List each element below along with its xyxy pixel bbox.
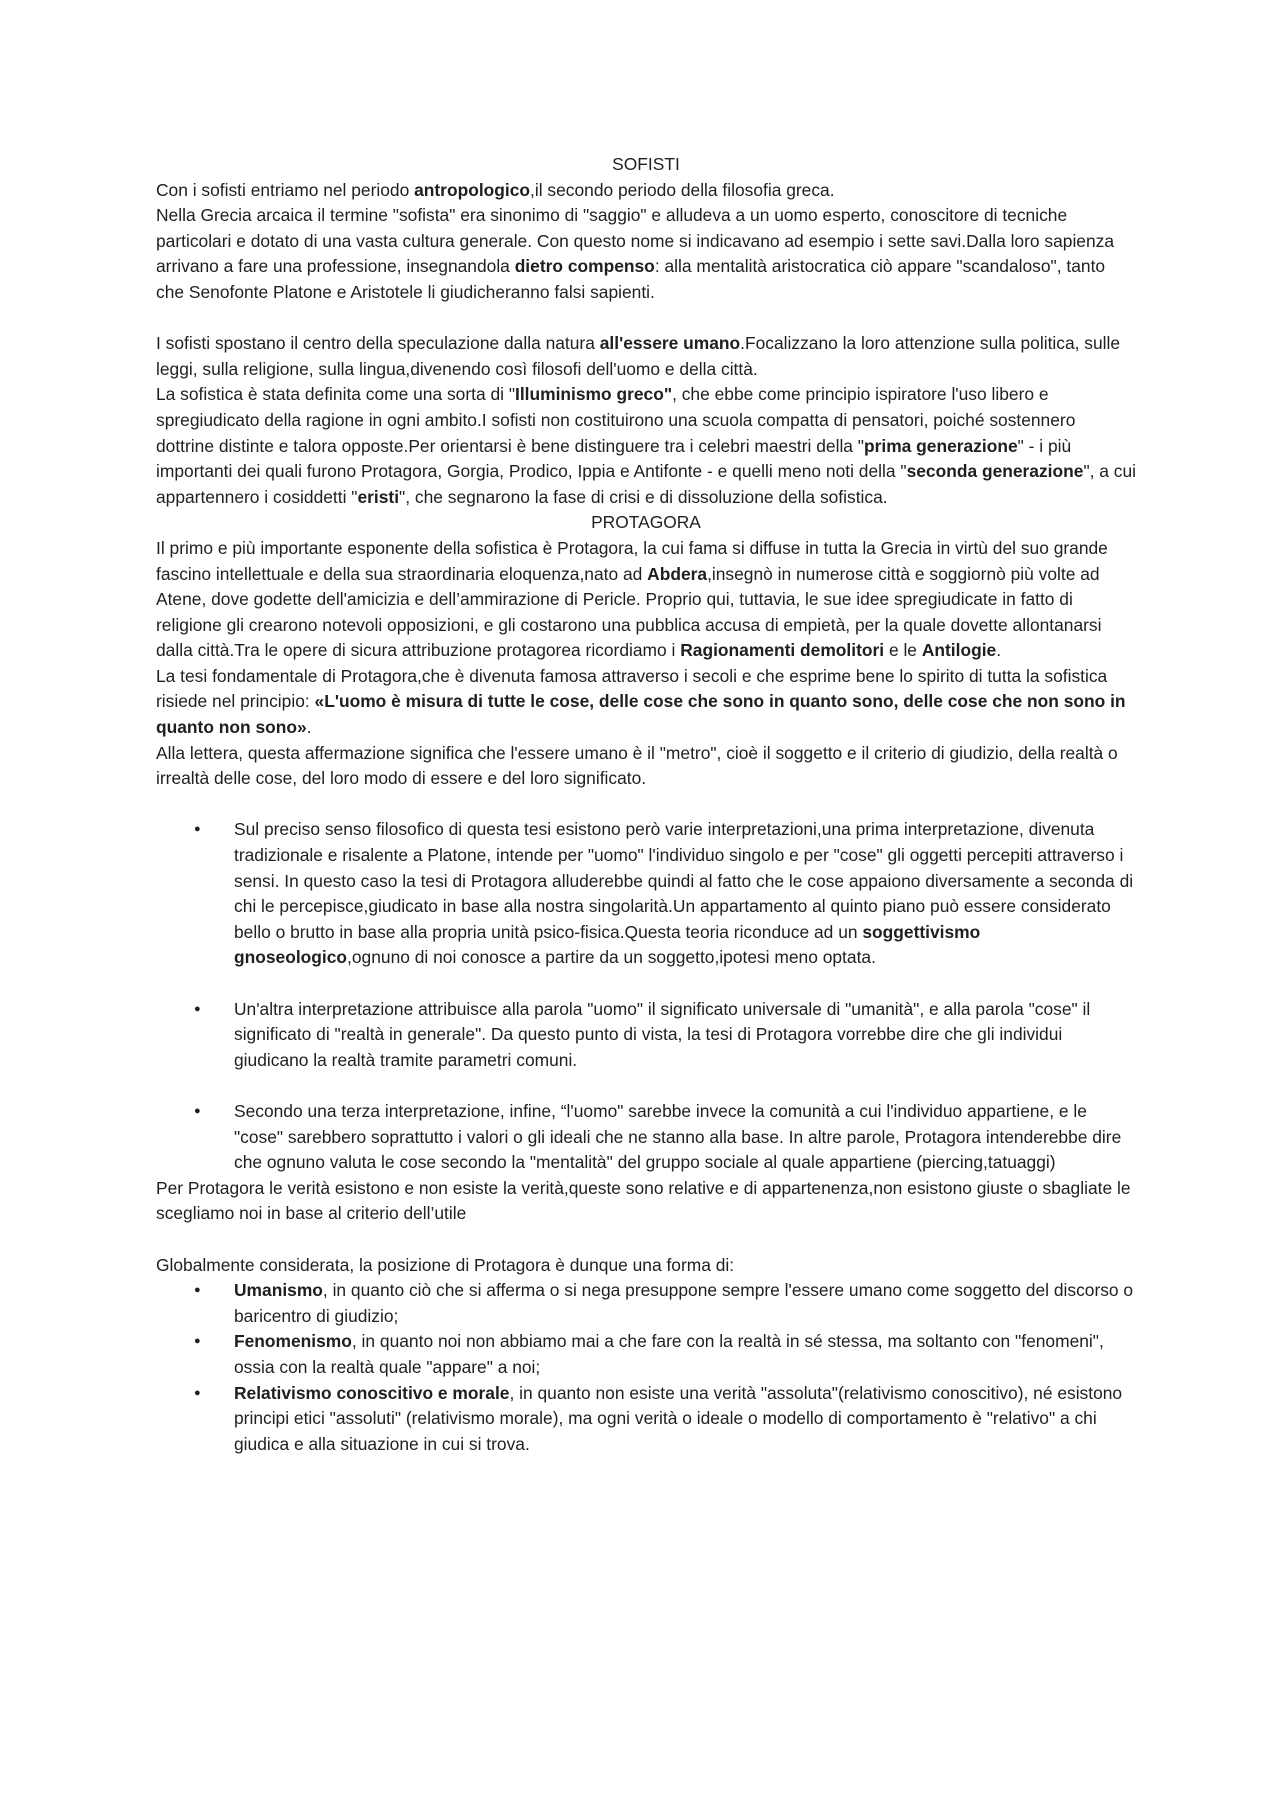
spacer	[156, 1227, 1136, 1253]
list-item: ● Relativismo conoscitivo e morale, in quanto non esiste una verità "assoluta"(relativismo conoscitivo), né esistono principi etici "assoluti" (relativismo morale), ma ogni verità o ideale o modello di comportamento è "relativo" a chi giudica e alla situazione in cui si trova.	[234, 1381, 1136, 1458]
summary-intro: Globalmente considerata, la posizione di Protagora è dunque una forma di:	[156, 1254, 735, 1275]
section2-paragraph-1: I sofisti spostano il centro della speculazione dalla natura all'essere umano.Focalizzano la loro attenzione sulla politica, sulle leggi, sulla religione, sulla lingua,divenendo così filosofi dell'uomo e della città.	[156, 333, 1121, 379]
summary-list	[156, 1278, 1136, 1457]
protagora-paragraph-2: La tesi fondamentale di Protagora,che è divenuta famosa attraverso i secoli e che esprime bene lo spirito di tutta la sofistica risiede nel principio: «L'uomo è misura di tutte le cose, delle cose che sono in quanto sono, delle cose che non sono in quanto non sono».	[156, 665, 1126, 738]
intro-paragraph-1: Con i sofisti entriamo nel periodo antropologico,il secondo periodo della filosofia greca.	[156, 179, 835, 200]
truth-paragraph: Per Protagora le verità esistono e non esiste la verità,queste sono relative e di appartenenza,non esistono giuste o sbagliate le scegliamo noi in base al criterio dell’utile	[156, 1177, 1131, 1224]
document-page	[156, 152, 1136, 1457]
list-item: ● Sul preciso senso filosofico di questa tesi esistono però varie interpretazioni,una prima interpretazione, divenuta tradizionale e risalente a Platone, intende per "uomo" l'individuo singolo e per "cose" gli oggetti percepiti attraverso i sensi. In questo caso la tesi di Protagora alluderebbe quindi al fatto che le cose appaiono diversamente a seconda di chi le percepisce,giudicato in base alla nostra singolarità.Un appartamento al quinto piano può essere considerato bello o brutto in base alla propria unità psico-fisica.Questa teoria riconduce ad un soggettivismo gnoseologico,ognuno di noi conosce a partire da un soggetto,ipotesi meno optata.	[234, 817, 1136, 971]
protagora-paragraph-3: Alla lettera, questa affermazione significa che l'essere umano è il "metro", cioè il soggetto e il criterio di giudizio, della realtà o irrealtà delle cose, del loro modo di essere e del loro significato.	[156, 742, 1118, 789]
section2-paragraph-2: La sofistica è stata definita come una sorta di "Illuminismo greco", che ebbe come principio ispiratore l'uso libero e spregiudicato della ragione in ogni ambito.I sofisti non costituirono una scuola compatta di pensatori, poiché sostennero dottrine distinte e talora opposte.Per orientarsi è bene distinguere tra i celebri maestri della "prima generazione" - i più importanti dei quali furono Protagora, Gorgia, Prodico, Ippia e Antifonte - e quelli meno noti della "seconda generazione", a cui appartennero i cosiddetti "eristi", che segnarono la fase di crisi e di dissoluzione della sofistica.	[156, 384, 1137, 507]
spacer	[156, 306, 1136, 332]
list-item: ● Un'altra interpretazione attribuisce alla parola "uomo" il significato universale di "umanità", e alla parola "cose" il significato di "realtà in generale". Da questo punto di vista, la tesi di Protagora vorrebbe dire che gli individui giudicano la realtà tramite parametri comuni.	[234, 997, 1136, 1074]
list-item: ● Secondo una terza interpretazione, infine, “l'uomo" sarebbe invece la comunità a cui l'individuo appartiene, e le "cose" sarebbero soprattutto i valori o gli ideali che ne stanno alla base. In altre parole, Protagora intenderebbe dire che ognuno valuta le cose secondo la "mentalità" del gruppo sociale al quale appartiene (piercing,tatuaggi)	[234, 1099, 1136, 1176]
list-item: ● Umanismo, in quanto ciò che si afferma o si nega presuppone sempre l'essere umano come soggetto del discorso o baricentro di giudizio;	[234, 1278, 1136, 1329]
spacer	[156, 792, 1136, 818]
interpretations-list	[156, 817, 1136, 1175]
heading-sofisti: SOFISTI	[612, 154, 680, 174]
list-item: ● Fenomenismo, in quanto noi non abbiamo mai a che fare con la realtà in sé stessa, ma soltanto con "fenomeni", ossia con la realtà quale "appare" a noi;	[234, 1329, 1136, 1380]
intro-paragraph-2: Nella Grecia arcaica il termine "sofista" era sinonimo di "saggio" e alludeva a un uomo esperto, conoscitore di tecniche particolari e dotato di una vasta cultura generale. Con questo nome si indicavano ad esempio i sette savi.Dalla loro sapienza arrivano a fare una professione, insegnandola dietro compenso: alla mentalità aristocratica ciò appare "scandaloso", tanto che Senofonte Platone e Aristotele li giudicheranno falsi sapienti.	[156, 205, 1115, 302]
heading-protagora: PROTAGORA	[591, 512, 701, 533]
protagora-paragraph-1: Il primo e più importante esponente della sofistica è Protagora, la cui fama si diffuse in tutta la Grecia in virtù del suo grande fascino intellettuale e della sua straordinaria eloquenza,nato ad Abdera,insegnò in numerose città e soggiornò più volte ad Atene, dove godette dell'amicizia e dell’ammirazione di Pericle. Proprio qui, tuttavia, le sue idee spregiudicate in fatto di religione gli crearono notevoli opposizioni, e gli costarono una pubblica accusa di empietà, per la quale dovette allontanarsi dalla città.Tra le opere di sicura attribuzione protagorea ricordiamo i Ragionamenti demolitori e le Antilogie.	[156, 537, 1108, 661]
